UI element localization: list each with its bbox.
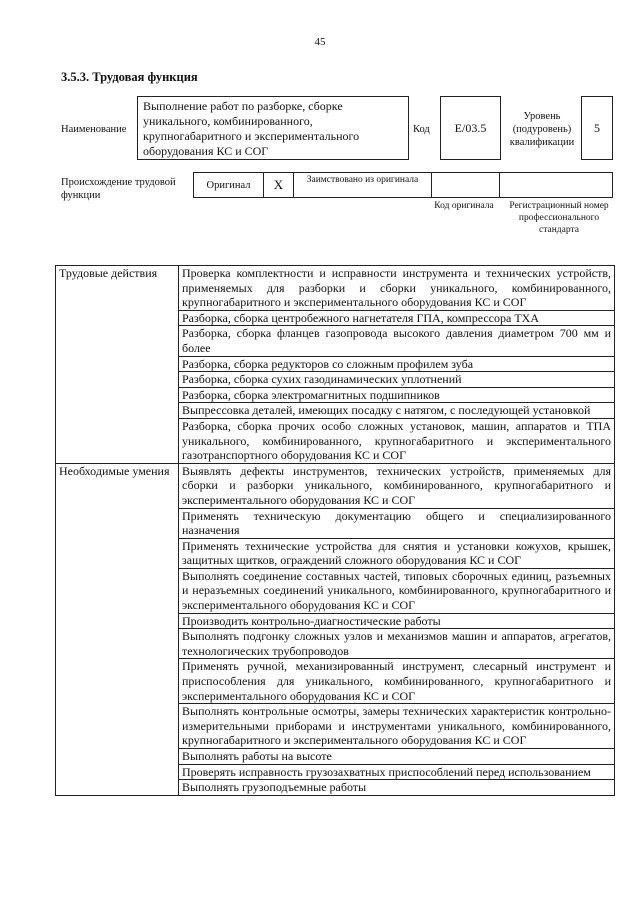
section-header: Необходимые умения xyxy=(56,463,179,795)
table-cell-item: Проверка комплектности и исправности инструмента и технических устройств, применяемых для разборки и сборки уникального, комбинированного, крупногабаритного и экспериментального оборудования КС и СОГ xyxy=(179,266,615,311)
table-cell-item: Выполнять грузоподъемные работы xyxy=(179,780,615,796)
origin-label: Происхождение трудовой функции xyxy=(61,177,176,201)
table-cell-item: Разборка, сборка сухих газодинамических уплотнений xyxy=(179,372,615,388)
page-number: 45 xyxy=(314,36,326,48)
function-name-value: Выполнение работ по разборке, сборке уникального, комбинированного, крупногабаритного и экспериментального оборудования КС и СОГ xyxy=(137,96,409,160)
qualification-level-label: Уровень (подуровень) квалификации xyxy=(509,111,575,148)
qualification-level-value: 5 xyxy=(581,96,613,160)
table-cell-item: Разборка, сборка центробежного нагнетателя ГПА, компрессора ТХА xyxy=(179,310,615,326)
table-cell-item: Применять технические устройства для снятия и установки кожухов, крышек, защитных щитков, ограждений сложного оборудования КС и СОГ xyxy=(179,538,615,568)
table-cell-item: Разборка, сборка прочих особо сложных установок, машин, аппаратов и ТПА уникального, комбинированного, крупногабаритного и экспериментального газотранспортного оборудования КС и СОГ xyxy=(179,418,615,463)
borrowed-label: Заимствовано из оригинала xyxy=(294,173,432,197)
table-cell-item: Разборка, сборка электромагнитных подшипников xyxy=(179,387,615,403)
original-code-cell xyxy=(432,173,500,197)
origin-strip xyxy=(193,172,613,198)
name-label: Наименование xyxy=(61,124,127,135)
table-cell-item: Выполнять соединение составных частей, типовых сборочных единиц, разъемных и неразъемных соединений уникального, комбинированного, крупногабаритного и экспериментального оборудования КС и СОГ xyxy=(179,568,615,613)
original-code-caption: Код оригинала xyxy=(434,201,494,211)
table-row xyxy=(56,463,615,508)
table-cell-item: Выполнять контрольные осмотры, замеры технических характеристик контрольно-измерительными приборами и инструментами уникального, комбинированного, крупногабаритного и экспериментального оборудования КС и СОГ xyxy=(179,704,615,749)
table-cell-item: Разборка, сборка фланцев газопровода высокого давления диаметром 700 мм и более xyxy=(179,326,615,356)
table-cell-item: Выполнять подгонку сложных узлов и механизмов машин и аппаратов, агрегатов, технологических трубопроводов xyxy=(179,629,615,659)
section-header: Трудовые действия xyxy=(56,266,179,464)
section-title: 3.5.3. Трудовая функция xyxy=(61,70,198,84)
table-cell-item: Выпрессовка деталей, имеющих посадку с натягом, с последующей установкой xyxy=(179,403,615,419)
code-label: Код xyxy=(413,124,430,135)
table-cell-item: Проверять исправность грузозахватных приспособлений перед использованием xyxy=(179,764,615,780)
table-cell-item: Выявлять дефекты инструментов, технических устройств, применяемых для сборки и разборки уникального, комбинированного, крупногабаритного и экспериментального оборудования КС и СОГ xyxy=(179,463,615,508)
original-mark: X xyxy=(264,173,294,197)
table-row xyxy=(56,266,615,311)
table-cell-item: Применять ручной, механизированный инструмент, слесарный инструмент и приспособления для уникального, комбинированного, крупногабаритного и экспериментального оборудования КС и СОГ xyxy=(179,659,615,704)
table-cell-item: Выполнять работы на высоте xyxy=(179,749,615,765)
function-table xyxy=(55,265,615,796)
function-code-value: E/03.5 xyxy=(440,96,501,160)
table-cell-item: Разборка, сборка редукторов со сложным профилем зуба xyxy=(179,356,615,372)
registration-number-caption: Регистрационный номер профессионального стандарта xyxy=(509,201,609,235)
table-cell-item: Применять техническую документацию общего и специализированного назначения xyxy=(179,508,615,538)
original-label: Оригинал xyxy=(194,173,264,197)
table-cell-item: Производить контрольно-диагностические работы xyxy=(179,613,615,629)
